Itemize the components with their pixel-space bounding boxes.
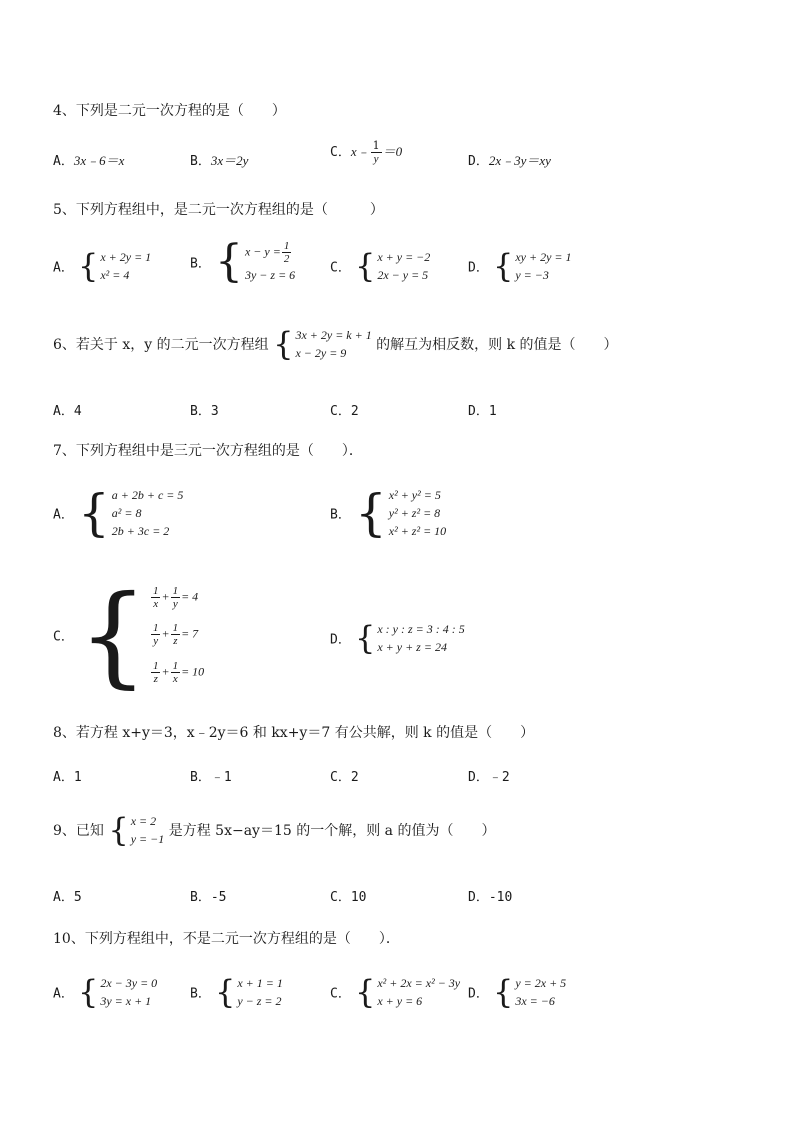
equation-system [77, 571, 205, 699]
equation-part: x − y = [244, 244, 281, 259]
left-brace: { [77, 484, 110, 542]
option-text: 1 [488, 404, 497, 419]
equations [110, 486, 184, 540]
equation: x + 1 = 1 [237, 976, 283, 990]
option-label: A． [53, 404, 74, 419]
question-7-stem: 7、下列方程组中是三元一次方程组的是（ ）． [53, 443, 363, 459]
left-brace: { [108, 811, 129, 849]
option-label: C． [330, 890, 351, 905]
q10-option-d[interactable] [468, 974, 566, 1010]
option-label: D． [330, 632, 351, 648]
q6-option-d[interactable] [468, 400, 497, 419]
option-label: D． [468, 770, 489, 785]
q8-option-a[interactable] [53, 766, 82, 785]
left-brace: { [354, 973, 376, 1011]
q6-option-a[interactable] [53, 400, 82, 419]
option-text: -10 [488, 890, 513, 905]
q9-option-c[interactable] [330, 886, 366, 905]
q10-option-a[interactable] [53, 974, 157, 1010]
numerator: 1 [172, 584, 179, 597]
option-label: D． [468, 986, 489, 1002]
q5-option-c[interactable] [330, 248, 430, 284]
option-label: A． [53, 260, 74, 276]
equations [375, 248, 430, 284]
equation: x + y = 6 [377, 994, 423, 1008]
q8-option-d[interactable] [468, 766, 510, 785]
equation-system [215, 974, 283, 1010]
equation: a + 2b + c = 5 [111, 488, 184, 502]
equation: x − 2y = 9 [295, 346, 347, 360]
option-text: 2x﹣3y＝xy [488, 153, 551, 168]
equation-system [493, 974, 566, 1010]
option-label: C． [330, 770, 351, 785]
equation: $\frac{1}{z}$ + $\frac{1}{x}$ = 10 [152, 660, 205, 686]
denominator: y [373, 153, 379, 166]
equation-system [78, 248, 151, 284]
left-brace: { [354, 247, 376, 285]
numerator: 1 [283, 240, 290, 253]
q8-option-b[interactable] [190, 766, 232, 785]
equation: xy + 2y = 1 [515, 250, 572, 264]
left-brace: { [214, 236, 243, 287]
option-text: 10 [350, 890, 367, 905]
option-label: B． [190, 404, 211, 419]
equation: 3x + 2y = k + 1 [295, 328, 372, 342]
equation: $\frac{1}{y}$ + $\frac{1}{z}$ = 7 [152, 622, 199, 648]
equation-system [108, 812, 164, 848]
fraction [171, 585, 181, 610]
option-text: 2 [350, 404, 359, 419]
option-text: 2 [350, 770, 359, 785]
q10-option-b[interactable] [190, 974, 283, 1010]
option-label: A． [53, 890, 74, 905]
stem-text: 9、已知 [53, 823, 104, 839]
option-label: D． [468, 890, 489, 905]
question-6-stem [53, 326, 618, 362]
equation: 3y − z = 6 [244, 267, 296, 282]
denominator: 2 [283, 253, 290, 266]
q10-option-c[interactable] [330, 974, 460, 1010]
option-label: C． [53, 629, 74, 645]
fraction [151, 622, 161, 647]
option-text: 4 [73, 404, 82, 419]
q5-option-d[interactable] [468, 248, 572, 284]
option-label: D． [468, 404, 489, 419]
equation: x : y : z = 3 : 4 : 5 [377, 622, 465, 636]
equation-system [78, 974, 157, 1010]
question-8-stem: 8、若方程 x+y＝3，x﹣2y＝6 和 kx+y＝7 有公共解，则 k 的值是（ ） [53, 725, 535, 741]
fraction [171, 660, 181, 685]
q7-option-d[interactable] [330, 620, 465, 656]
question-10-stem: 10、下列方程组中，不是二元一次方程组的是（ ）． [53, 931, 400, 947]
equations [98, 974, 157, 1010]
q5-option-b[interactable] [190, 236, 296, 287]
equation: 3y = x + 1 [100, 994, 152, 1008]
option-text: 3x﹣6＝x [73, 153, 125, 168]
equations [98, 248, 151, 284]
equation-part: = 10 [181, 664, 205, 679]
equation-part: = 7 [181, 626, 199, 641]
equation [245, 240, 295, 265]
stem-text: 6、若关于 x，y 的二元一次方程组 [53, 337, 269, 353]
equations [387, 486, 446, 540]
equation: x² + z² = 10 [388, 524, 447, 538]
left-brace: { [354, 619, 376, 657]
denominator: y [172, 597, 178, 610]
option-label: A． [53, 986, 74, 1002]
equation-system [355, 248, 430, 284]
equation-system [355, 974, 460, 1010]
numerator: 1 [372, 139, 380, 152]
equations [235, 974, 283, 1010]
option-text: ＝0 [382, 144, 403, 160]
option-text: 3x＝2y [210, 153, 249, 168]
denominator: x [172, 673, 178, 686]
numerator: 1 [172, 622, 179, 635]
stem-text: 的解互为相反数，则 k 的值是（ ） [376, 337, 618, 353]
option-text: x﹣ [350, 144, 370, 160]
q4-option-a[interactable] [53, 150, 124, 169]
q9-option-b[interactable] [190, 886, 226, 905]
option-label: A． [53, 154, 74, 169]
q4-option-c[interactable] [330, 140, 402, 165]
question-9-stem [53, 812, 495, 848]
equations [243, 240, 295, 284]
option-text: ﹣1 [210, 770, 232, 785]
option-text: -5 [210, 890, 227, 905]
option-label: B． [190, 770, 211, 785]
equation: y = −3 [515, 268, 549, 282]
question-5-stem: 5、下列方程组中，是二元一次方程组的是（ ） [53, 202, 384, 218]
q8-option-c[interactable] [330, 766, 359, 785]
equation: x² + 2x = x² − 3y [377, 976, 461, 990]
equation: y = 2x + 5 [515, 976, 567, 990]
left-brace: { [214, 973, 236, 1011]
option-label: B． [190, 986, 211, 1002]
equation-system [214, 236, 296, 287]
option-text: ﹣2 [488, 770, 510, 785]
equations [513, 974, 566, 1010]
equation: x + y = −2 [377, 250, 431, 264]
option-label: C． [330, 986, 351, 1002]
equation: 2b + 3c = 2 [111, 524, 170, 538]
numerator: 1 [172, 660, 179, 673]
equation-system [493, 248, 572, 284]
option-label: C． [330, 260, 351, 276]
equations [375, 974, 460, 1010]
equations [293, 326, 371, 362]
numerator: 1 [152, 584, 159, 597]
fraction [282, 240, 292, 265]
equation: x + y + z = 24 [377, 640, 447, 654]
equation: 2x − y = 5 [377, 268, 429, 282]
q9-option-a[interactable] [53, 886, 82, 905]
option-label: D． [468, 260, 489, 276]
denominator: z [173, 635, 178, 648]
left-brace: { [354, 484, 387, 542]
equation: $\frac{1}{x}$ + $\frac{1}{y}$ = 4 [152, 584, 199, 610]
option-text: 5 [73, 890, 82, 905]
equation: a² = 8 [111, 506, 142, 520]
equation: x = 2 [130, 814, 157, 828]
option-text: 1 [73, 770, 82, 785]
q4-option-d[interactable] [468, 150, 551, 169]
equation: 2x − 3y = 0 [100, 976, 158, 990]
q5-option-a[interactable] [53, 248, 151, 284]
equation-system [78, 486, 183, 540]
equation-system [355, 620, 465, 656]
option-label: A． [53, 770, 74, 785]
equation-system [273, 326, 372, 362]
stem-text: 是方程 5x−ay＝15 的一个解，则 a 的值为（ ） [168, 823, 496, 839]
left-brace: { [492, 973, 514, 1011]
equations [513, 248, 571, 284]
fraction [151, 660, 161, 685]
equation: x² = 4 [100, 268, 130, 282]
option-label: C． [330, 404, 351, 419]
equation: y² + z² = 8 [388, 506, 441, 520]
equation: y = −1 [130, 832, 165, 846]
left-brace: { [77, 247, 99, 285]
equations [375, 620, 464, 656]
equation: y − z = 2 [237, 994, 282, 1008]
option-label: A． [53, 507, 74, 523]
denominator: x [153, 597, 159, 610]
equation: 3x = −6 [515, 994, 555, 1008]
q7-option-b[interactable] [330, 486, 446, 540]
option-label: D． [468, 154, 489, 169]
option-label: C． [330, 145, 351, 161]
numerator: 1 [152, 660, 159, 673]
left-brace: { [492, 247, 514, 285]
option-label: B． [190, 890, 211, 905]
q4-option-b[interactable] [190, 150, 248, 169]
equation-part: = 4 [181, 589, 199, 604]
denominator: z [153, 673, 158, 686]
fraction [171, 622, 181, 647]
q6-option-b[interactable] [190, 400, 219, 419]
equation: x + 2y = 1 [100, 250, 152, 264]
equation: x² + y² = 5 [388, 488, 441, 502]
q6-option-c[interactable] [330, 400, 359, 419]
q7-option-a[interactable] [53, 486, 183, 540]
q9-option-d[interactable] [468, 886, 512, 905]
left-brace: { [77, 973, 99, 1011]
left-brace: { [273, 325, 294, 363]
equations [129, 812, 165, 848]
left-brace: { [77, 571, 148, 699]
equations [148, 580, 204, 690]
fraction [151, 585, 161, 610]
option-label: B． [190, 154, 211, 169]
option-label: B． [190, 256, 211, 272]
equation-system [355, 486, 446, 540]
denominator: y [153, 635, 159, 648]
option-label: B． [330, 507, 351, 523]
question-4-stem: 4、下列是二元一次方程的是（ ） [53, 103, 286, 119]
fraction [371, 140, 382, 165]
q7-option-c[interactable] [53, 571, 205, 699]
numerator: 1 [152, 622, 159, 635]
option-text: 3 [210, 404, 219, 419]
